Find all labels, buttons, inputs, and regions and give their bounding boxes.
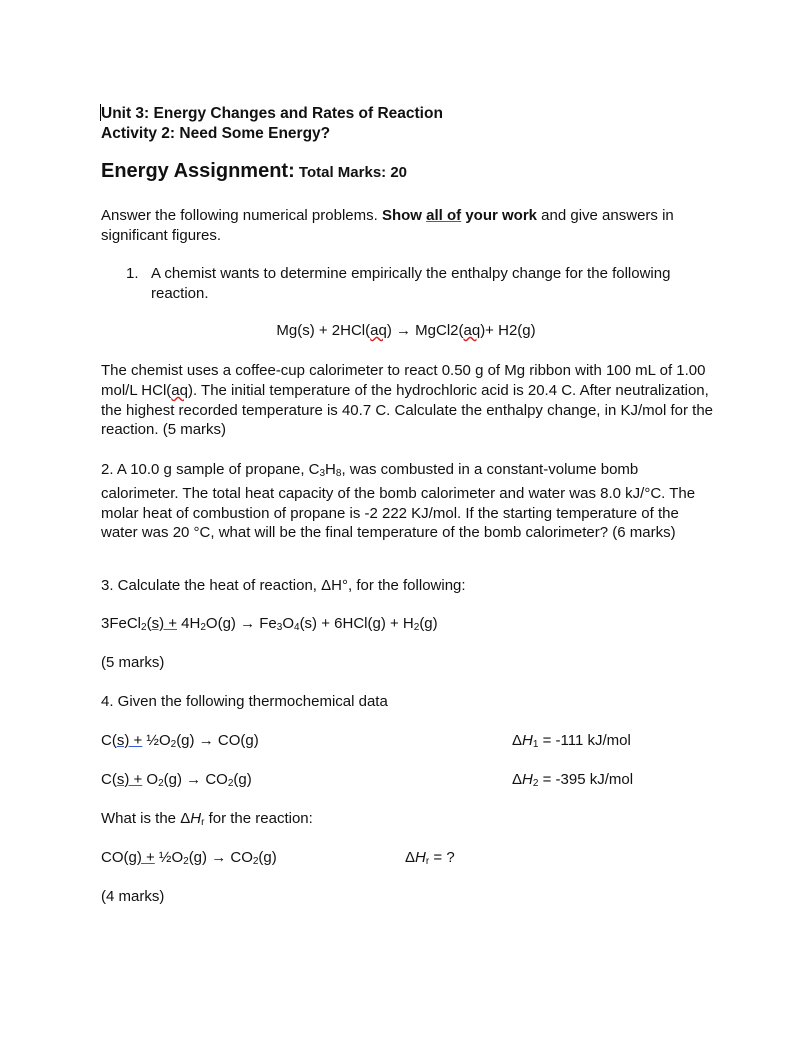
question-3-equation: 3FeCl$_2$(s) + $4H_2O(g) \to Fe_3O_4(s) + 6HCl(g) + H_2(g)$ (101, 615, 438, 633)
activity-title: Activity 2: Need Some Energy? (101, 125, 331, 142)
delta-h1: $\Delta H_1 = -111$ kJ/mol (512, 732, 631, 750)
question-4-text: 4. Given the following thermochemical data (101, 693, 388, 710)
question-4-equation-2: $C(s) + O_2(g) \to CO_2(g)$ (101, 771, 252, 789)
question-4-equation-1: $C(s) + \frac{1}{2}O_2(g) \to CO(g)$ (101, 732, 259, 750)
question-4-prompt: What is the $\Delta H_r$ for the reaction: (101, 810, 313, 828)
question-1-text: A chemist wants to determine empirically the enthalpy change for the following reaction. (151, 265, 671, 302)
delta-hr: $\Delta H_r$ = ? (405, 849, 455, 867)
question-1-equation: Mg(s) + 2HCl(aq) → MgCl2(aq)+ H2(g) (276, 322, 536, 339)
assignment-heading: Energy Assignment: (101, 160, 295, 182)
question-4-equation-3: $CO(g) + \frac{1}{2}O_2(g) \to CO_2(g)$ (101, 849, 277, 867)
header-block (101, 104, 443, 144)
assignment-title (101, 160, 407, 183)
question-3-text: 3. Calculate the heat of reaction, ΔH°, for the following: (101, 577, 466, 594)
question-3-marks: (5 marks) (101, 654, 165, 671)
spellcheck-mark: all of (426, 207, 462, 224)
question-2: 2. A 10.0 g sample of propane, $C_3H_8$, was combusted in a constant-volume bomb calorimeter. The total heat capacity of the bomb calorimeter and water was 8.0 kJ/°C. The molar heat of combustion of propane is -2 222 KJ/mol. If the starting temperature of the water was 20 °C, what will be the final temperature of the bomb calorimeter? (6 marks) (101, 461, 696, 542)
question-1 (126, 264, 686, 304)
instructions: Answer the following numerical problems. Show all of your work and give answers in significant figures. (101, 207, 674, 244)
question-1-number: 1. (126, 265, 139, 282)
delta-h2: $\Delta H_2 = -395$ kJ/mol (512, 771, 634, 789)
question-1-details: The chemist uses a coffee-cup calorimeter to react 0.50 g of Mg ribbon with 100 mL of 1.00 mol/L HCl(aq). The initial temperature of the hydrochloric acid is 20.4 C. After neutralization, the highest recorded temperature is 40.7 C. Calculate the enthalpy change, in KJ/mol for the reaction. (5 marks) (101, 362, 714, 439)
question-4-marks: (4 marks) (101, 888, 165, 905)
total-marks: Total Marks: 20 (298, 164, 408, 181)
unit-title: Unit 3: Energy Changes and Rates of Reaction (101, 105, 443, 122)
